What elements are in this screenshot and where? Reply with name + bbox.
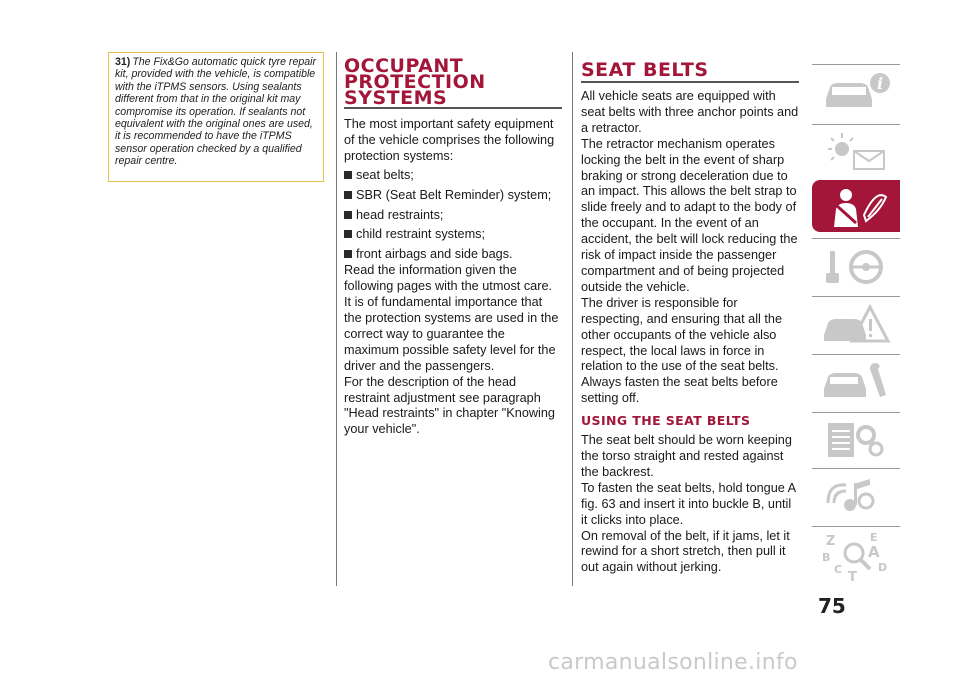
note-text: The Fix&Go automatic quick tyre repair kit, provided with the vehicle, is compatible with the iTPMS sensors. Using sealants different from that in the original kit may compromise its operation. If sealants not equivalent with the original ones are used, it is recommended to have the iTPMS sensor operation checked by a qualified repair centre. — [115, 56, 317, 168]
index-icon — [820, 531, 892, 585]
occupant-protection-section — [344, 55, 562, 438]
svg-text:D: D — [878, 561, 888, 574]
seat-belts-paragraph: On removal of the belt, if it jams, let it rewind for a short stretch, then pull it out again without jerking. — [581, 528, 790, 575]
chapter-tab-emergency[interactable] — [812, 296, 900, 348]
svg-text:A: A — [868, 543, 880, 561]
car-info-icon — [820, 69, 892, 113]
maintenance-icon — [820, 359, 892, 403]
svg-text:i: i — [877, 74, 884, 93]
seat-belts-paragraph: Always fasten the seat belts before setting off. — [581, 375, 778, 406]
chapter-tab-multimedia[interactable] — [812, 468, 900, 520]
occupant-paragraph: Read the information given the following pages with the utmost care. It is of fundamental importance that the protection systems are used in the correct way to guarantee the maximum possible safety level for the driver and the passengers. — [344, 263, 559, 373]
list-item: head restraints; — [344, 208, 562, 224]
watermark-footer: carmanualsonline.info — [548, 650, 798, 675]
checkbox-bullet-icon — [344, 171, 352, 179]
chapter-tab-warning-lights[interactable] — [812, 124, 900, 176]
seat-belts-paragraph: To fasten the seat belts, hold tongue A fig. 63 and insert it into buckle B, until it clicks into place. — [581, 480, 796, 527]
chapter-tab-technical-data[interactable] — [812, 412, 900, 464]
seat-belts-paragraph: The seat belt should be worn keeping the torso straight and rested against the backrest. — [581, 433, 792, 479]
multimedia-icon — [820, 473, 892, 517]
seat-belts-section — [581, 58, 799, 576]
key-steering-icon — [820, 243, 892, 287]
seatbelt-airbag-icon — [820, 185, 892, 229]
emergency-icon — [820, 301, 892, 345]
list-item: front airbags and side bags. — [344, 247, 562, 263]
seat-belts-paragraph: All vehicle seats are equipped with seat belts with three anchor points and a retractor. — [581, 89, 799, 135]
chapter-tab-index[interactable] — [812, 526, 900, 585]
list-item: seat belts; — [344, 168, 562, 184]
chapter-tab-knowing-vehicle[interactable] — [812, 64, 900, 116]
chapter-tab-safety[interactable] — [812, 180, 900, 232]
list-item: SBR (Seat Belt Reminder) system; — [344, 188, 562, 204]
technical-data-icon — [820, 417, 892, 461]
column-divider-left — [336, 52, 337, 586]
svg-text:Z: Z — [826, 534, 836, 549]
using-seat-belts-subtitle: USING THE SEAT BELTS — [581, 413, 751, 429]
svg-text:B: B — [822, 551, 831, 564]
checkbox-bullet-icon — [344, 211, 352, 219]
chapter-tab-maintenance[interactable] — [812, 354, 900, 406]
seat-belts-paragraph: The retractor mechanism operates locking the belt in the event of sharp braking or strong deceleration due to an impact. This allows the belt strap to slide freely and to adapt to the body of the occupant. In the event of an accident, the belt will lock reducing the risk of impact inside the passenger compartment and of being projected outside the vehicle. — [581, 136, 798, 294]
page-number: 75 — [818, 594, 846, 618]
occupant-protection-title: OCCUPANT PROTECTION SYSTEMS — [344, 58, 562, 109]
checkbox-bullet-icon — [344, 191, 352, 199]
seat-belts-paragraph: The driver is responsible for respecting, and ensuring that all the other occupants of the vehicle also respect, the local laws in force in relation to the use of the seat belts. — [581, 295, 783, 374]
svg-text:C: C — [834, 563, 843, 576]
checkbox-bullet-icon — [344, 250, 352, 258]
occupant-paragraph: For the description of the head restraint adjustment see paragraph "Head restraints" in chapter "Knowing your vehicle". — [344, 374, 555, 437]
note-box — [108, 52, 324, 182]
warning-lights-icon — [820, 129, 892, 173]
list-item: child restraint systems; — [344, 227, 562, 243]
checkbox-bullet-icon — [344, 230, 352, 238]
column-divider-right — [572, 52, 573, 586]
chapter-tab-starting-driving[interactable] — [812, 238, 900, 290]
svg-text:E: E — [870, 531, 878, 544]
svg-text:T: T — [848, 570, 857, 585]
seat-belts-title: SEAT BELTS — [581, 58, 799, 83]
occupant-intro: The most important safety equipment of the vehicle comprises the following protection systems: — [344, 117, 555, 163]
note-number: 31) — [115, 56, 131, 68]
